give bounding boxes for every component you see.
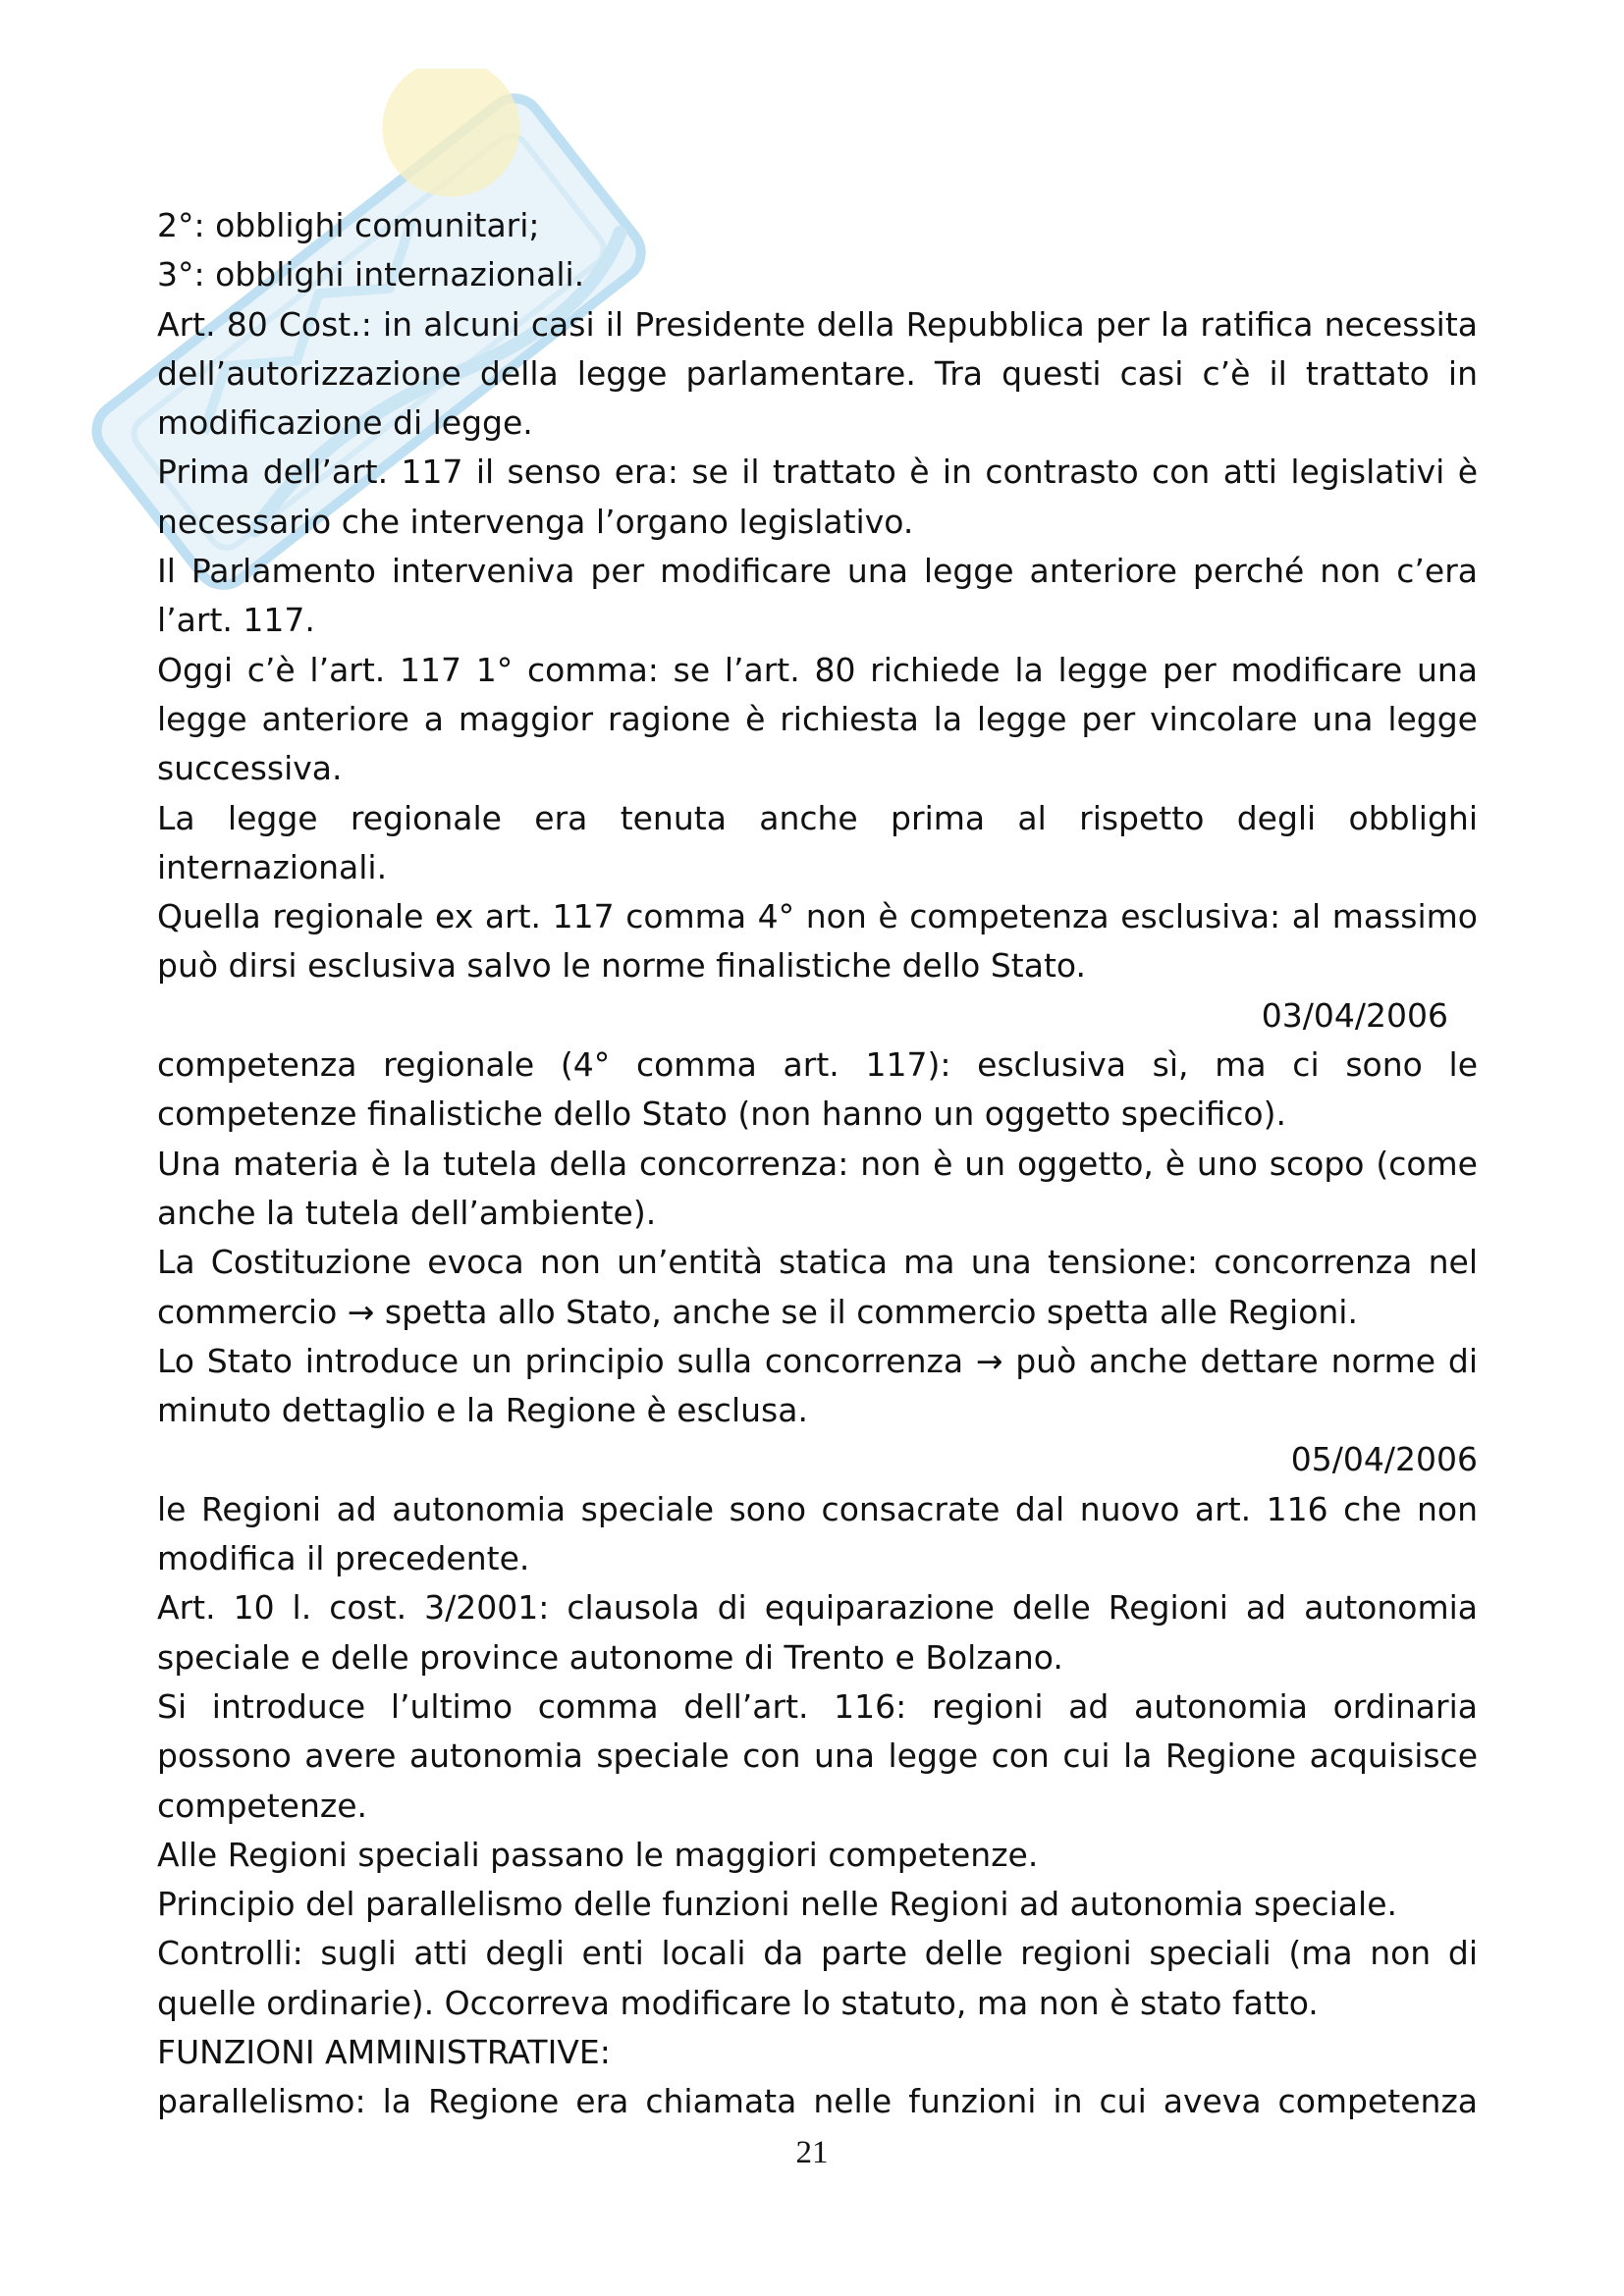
paragraph-stato-principio: Lo Stato introduce un principio sulla concorrenza → può anche dettare norme di minuto dettaglio e la Regione è esclusa. <box>157 1341 1478 1430</box>
paragraph-oggi-art-117: Oggi c’è l’art. 117 1° comma: se l’art. 80 richiede la legge per modificare una legge anteriore a maggior ragione è richiesta la legge per vincolare una legge successiva. <box>157 650 1478 788</box>
paragraph-ultimo-comma: Si introduce l’ultimo comma dell’art. 116: regioni ad autonomia ordinaria possono avere autonomia speciale con una legge con cui la Regione acquisisce competenze. <box>157 1686 1478 1825</box>
paragraph-maggiori-competenze: Alle Regioni speciali passano le maggiori competenze. <box>157 1835 1039 1874</box>
paragraph-obblighi-internazionali: 3°: obblighi internazionali. <box>157 255 585 294</box>
paragraph-controlli: Controlli: sugli atti degli enti locali da parte delle regioni speciali (ma non di quelle ordinarie). Occorreva modificare lo statuto, ma non è stato fatto. <box>157 1934 1478 2022</box>
paragraph-art-10: Art. 10 l. cost. 3/2001: clausola di equiparazione delle Regioni ad autonomia speciale e delle province autonome di Trento e Bolzano. <box>157 1588 1478 1677</box>
paragraph-tutela-concorrenza: Una materia è la tutela della concorrenza: non è un oggetto, è uno scopo (come anche la tutela dell’ambiente). <box>157 1144 1478 1232</box>
paragraph-costituzione: La Costituzione evoca non un’entità statica ma una tensione: concorrenza nel commercio → spetta allo Stato, anche se il commercio spetta alle Regioni. <box>157 1243 1478 1331</box>
document-body <box>157 201 1478 2127</box>
paragraph-regioni-speciali: le Regioni ad autonomia speciale sono consacrate dal nuovo art. 116 che non modifica il precedente. <box>157 1489 1478 1578</box>
paragraph-parallelismo-principio: Principio del parallelismo delle funzioni nelle Regioni ad autonomia speciale. <box>157 1885 1397 1924</box>
section-heading-funzioni: FUNZIONI AMMINISTRATIVE: <box>157 2032 611 2071</box>
paragraph-art-80: Art. 80 Cost.: in alcuni casi il Presidente della Repubblica per la ratifica necessita dell’autorizzazione della legge parlamentare. Tra questi casi c’è il trattato in modificazione di legge. <box>157 304 1478 443</box>
page-number: 21 <box>795 2135 829 2170</box>
date-heading: 03/04/2006 <box>1261 995 1448 1035</box>
paragraph-parlamento: Il Parlamento interveniva per modificare una legge anteriore perché non c’era l’art. 117. <box>157 552 1478 640</box>
paragraph-obblighi-comunitari: 2°: obblighi comunitari; <box>157 206 540 244</box>
paragraph-parallelismo: parallelismo: la Regione era chiamata nelle funzioni in cui aveva competenza <box>157 2082 1478 2121</box>
paragraph-quella-regionale: Quella regionale ex art. 117 comma 4° non è competenza esclusiva: al massimo può dirsi esclusiva salvo le norme finalistiche dello Stato. <box>157 897 1478 986</box>
paragraph-competenza-regionale: competenza regionale (4° comma art. 117): esclusiva sì, ma ci sono le competenze finalistiche dello Stato (non hanno un oggetto specifico). <box>157 1045 1478 1134</box>
paragraph-prima-art-117: Prima dell’art. 117 il senso era: se il trattato è in contrasto con atti legislativi è necessario che intervenga l’organo legislativo. <box>157 453 1478 541</box>
paragraph-legge-regionale: La legge regionale era tenuta anche prima al rispetto degli obblighi internazionali. <box>157 798 1478 886</box>
date-heading: 05/04/2006 <box>1290 1440 1478 1479</box>
